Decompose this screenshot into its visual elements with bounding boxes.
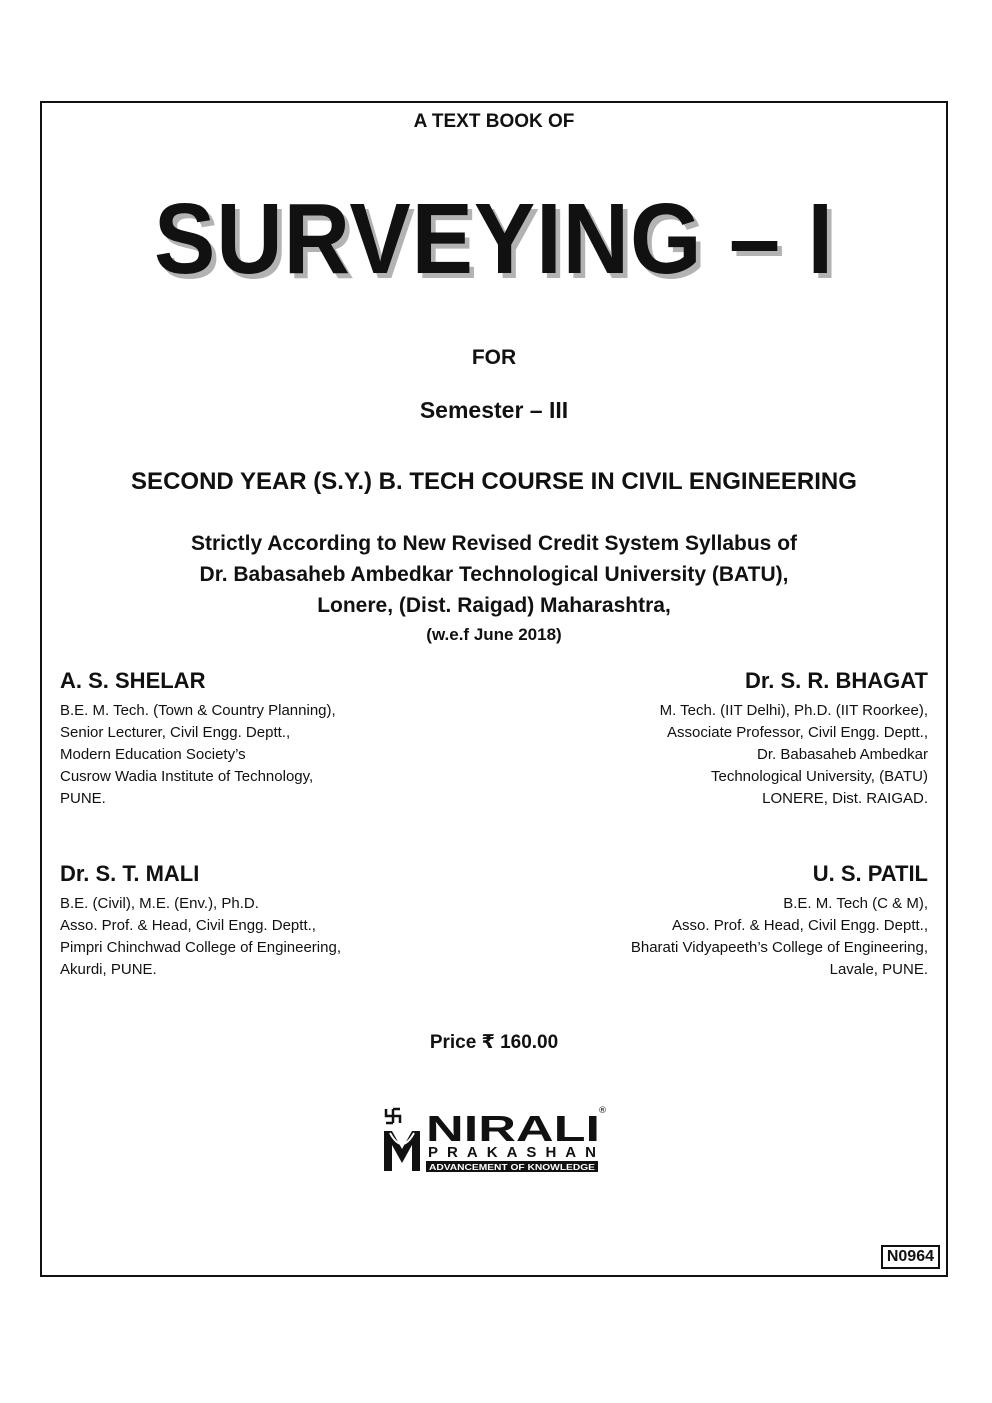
author-detail: B.E. (Civil), M.E. (Env.), Ph.D. [60, 895, 259, 912]
cover-frame [40, 101, 948, 1277]
syllabus-line-2: Dr. Babasaheb Ambedkar Technological University (BATU), [199, 563, 789, 586]
author-detail: Pimpri Chinchwad College of Engineering, [60, 939, 341, 956]
author-mali [60, 861, 480, 981]
author-name: A. S. SHELAR [60, 668, 206, 693]
author-detail: LONERE, Dist. RAIGAD. [762, 790, 928, 807]
book-code: N0964 [881, 1245, 940, 1269]
publisher-emblem-icon [386, 1109, 400, 1123]
book-title: SURVEYING – I [153, 183, 835, 295]
author-detail: Senior Lecturer, Civil Engg. Deptt., [60, 724, 291, 741]
author-detail: Modern Education Society’s [60, 746, 246, 763]
author-detail: Dr. Babasaheb Ambedkar [757, 746, 928, 763]
registered-icon: ® [598, 1106, 607, 1116]
author-detail: Asso. Prof. & Head, Civil Engg. Deptt., [60, 917, 316, 934]
syllabus-line-1: Strictly According to New Revised Credit System Syllabus of [190, 532, 798, 555]
publisher-logo [380, 1103, 612, 1183]
author-detail: Lavale, PUNE. [829, 961, 928, 978]
publisher-m-icon [384, 1131, 420, 1171]
for-label: FOR [471, 346, 517, 369]
publisher-name: NIRALI [426, 1108, 600, 1149]
author-detail: M. Tech. (IIT Delhi), Ph.D. (IIT Roorkee), [659, 702, 928, 719]
author-detail: Asso. Prof. & Head, Civil Engg. Deptt., [672, 917, 928, 934]
author-name: Dr. S. T. MALI [60, 861, 200, 886]
author-patil [508, 861, 928, 981]
course-label: SECOND YEAR (S.Y.) B. TECH COURSE IN CIVIL ENGINEERING [131, 468, 857, 495]
price-label: Price ₹ 160.00 [429, 1032, 559, 1053]
syllabus-line-3: Lonere, (Dist. Raigad) Maharashtra, [317, 594, 671, 617]
author-shelar [60, 668, 480, 810]
textbook-of-label: A TEXT BOOK OF [413, 111, 575, 132]
publisher-sub: PRAKASHAN [428, 1144, 596, 1161]
semester-label: Semester – III [419, 397, 569, 423]
author-bhagat [508, 668, 928, 810]
author-detail: PUNE. [60, 790, 106, 807]
author-detail: Bharati Vidyapeeth’s College of Engineering, [630, 939, 928, 956]
author-detail: Cusrow Wadia Institute of Technology, [60, 768, 314, 785]
author-detail: Akurdi, PUNE. [60, 961, 157, 978]
author-detail: Associate Professor, Civil Engg. Deptt., [667, 724, 928, 741]
author-detail: B.E. M. Tech. (Town & Country Planning), [60, 702, 336, 719]
author-name: Dr. S. R. BHAGAT [745, 668, 928, 693]
author-name: U. S. PATIL [812, 861, 928, 886]
author-detail: B.E. M. Tech (C & M), [783, 895, 928, 912]
author-detail: Technological University, (BATU) [710, 768, 928, 785]
publisher-tagline: ADVANCEMENT OF KNOWLEDGE [429, 1163, 596, 1172]
syllabus-wef: (w.e.f June 2018) [426, 625, 562, 644]
